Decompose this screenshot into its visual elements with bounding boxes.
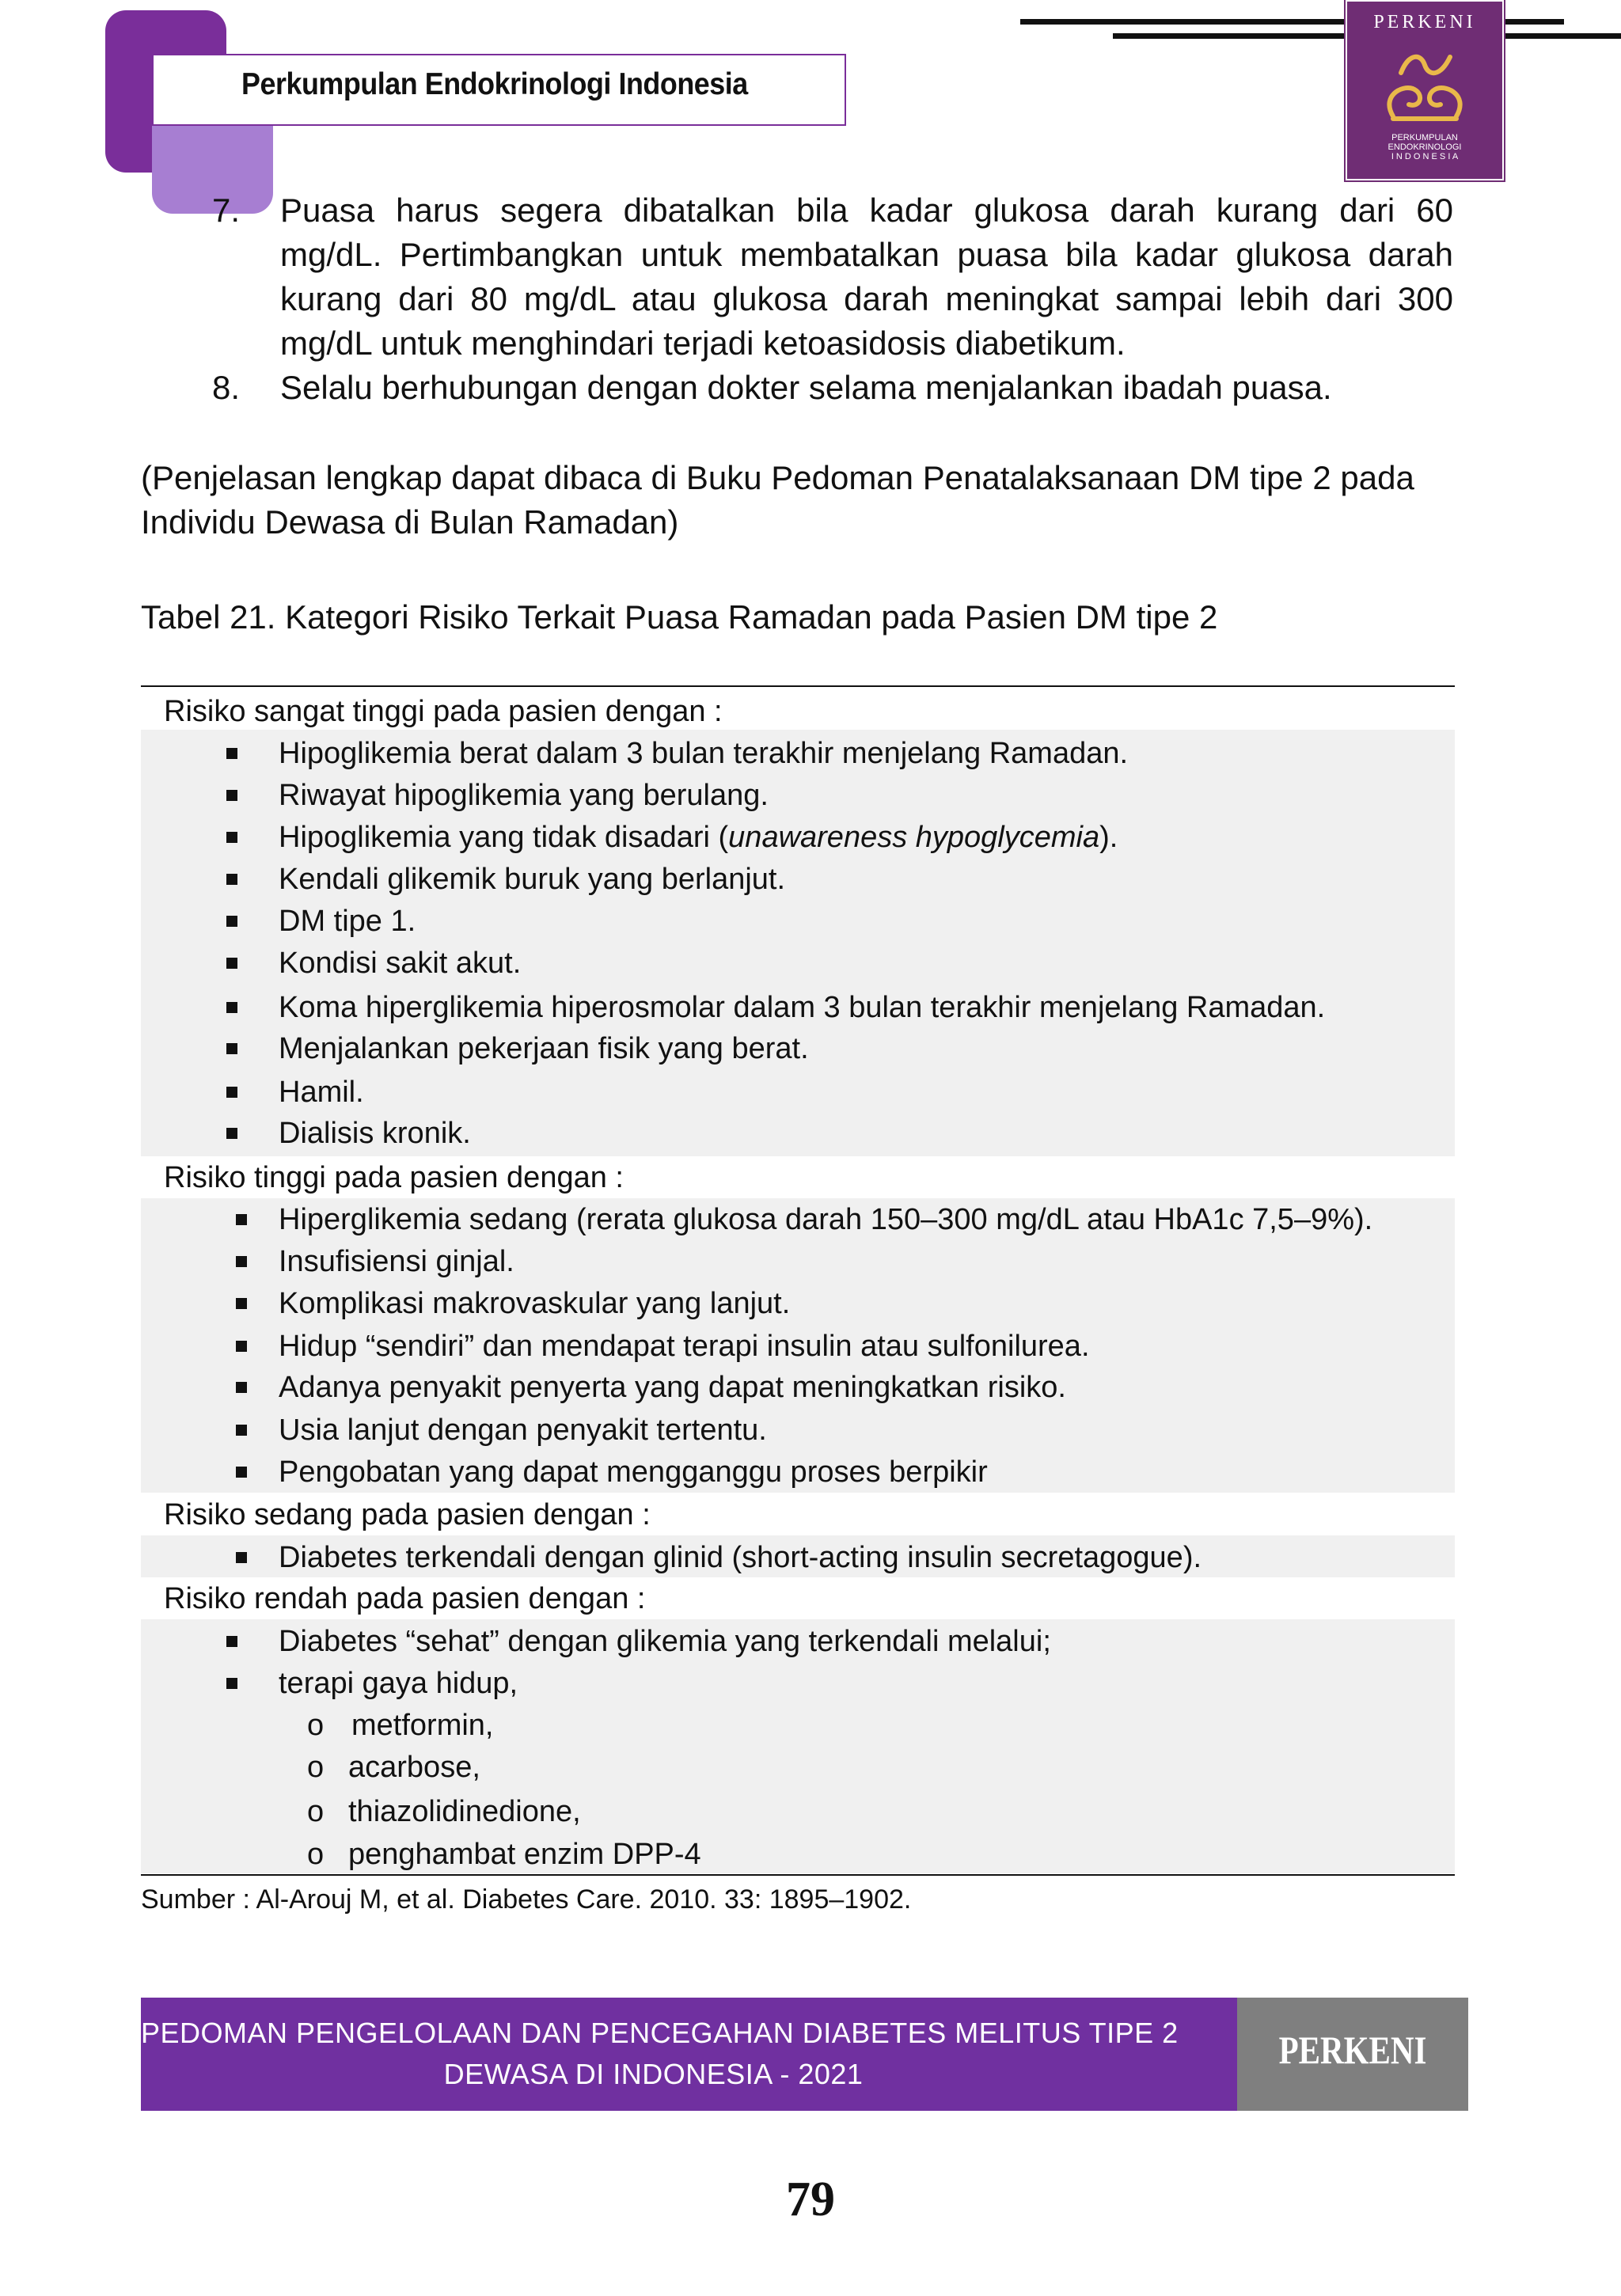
bullet-square: [226, 832, 237, 843]
logo-name: PERKENI: [1373, 12, 1476, 32]
item-7-line-3: kurang dari 80 mg/dL atau glukosa darah meningkat sampai lebih dari 300: [280, 280, 1453, 317]
bullet-square: [226, 1636, 237, 1647]
footer-title-line-2: DEWASA DI INDONESIA - 2021: [443, 2058, 864, 2090]
low-item: Diabetes “sehat” dengan glikemia yang terkendali melalui;: [279, 1625, 1051, 1658]
high-item: Insufisiensi ginjal.: [279, 1245, 514, 1278]
sub-bullet-marker: o: [307, 1838, 325, 1871]
logo-emblem-icon: [1377, 41, 1472, 128]
table-top-rule: [141, 685, 1455, 687]
bullet-square: [226, 1002, 237, 1013]
low-sub-item: metformin,: [351, 1709, 494, 1742]
high-item: Hiperglikemia sedang (rerata glukosa darah 150–300 mg/dL atau HbA1c 7,5–9%).: [279, 1203, 1373, 1236]
bullet-square: [226, 958, 237, 969]
bullet-square: [226, 1043, 237, 1054]
very-high-item: Menjalankan pekerjaan fisik yang berat.: [279, 1032, 809, 1065]
bullet-square: [236, 1214, 247, 1225]
high-item: Hidup “sendiri” dan mendapat terapi insulin atau sulfonilurea.: [279, 1330, 1090, 1363]
very-high-item-hypo-unaware: [279, 818, 1118, 857]
header-rule-right-top: [1504, 19, 1564, 25]
bullet-square: [236, 1298, 247, 1309]
perkeni-logo: [1346, 0, 1504, 180]
table-bottom-rule: [141, 1874, 1455, 1876]
item-7-line-1: Puasa harus segera dibatalkan bila kadar glukosa darah kurang dari 60: [280, 192, 1453, 229]
item-7-number: 7.: [212, 192, 241, 229]
bullet-square: [226, 748, 237, 759]
item-8-number: 8.: [212, 369, 241, 406]
footer-brand: PERKENI: [1278, 2028, 1427, 2072]
very-high-item: Dialisis kronik.: [279, 1117, 471, 1150]
item-8-line-1: Selalu berhubungan dengan dokter selama menjalankan ibadah puasa.: [280, 369, 1332, 406]
category-low-title: Risiko rendah pada pasien dengan :: [164, 1582, 646, 1615]
very-high-item: Kendali glikemik buruk yang berlanjut.: [279, 863, 786, 896]
sub-bullet-marker: o: [307, 1795, 325, 1828]
header-rule-right-bottom: [1504, 33, 1621, 39]
table-source: Sumber : Al-Arouj M, et al. Diabetes Care. 2010. 33: 1895–1902.: [141, 1884, 912, 1915]
sub-bullet-marker: o: [307, 1751, 325, 1784]
hypo-unaware-prefix: Hipoglikemia yang tidak disadari (: [279, 821, 729, 854]
high-item: Adanya penyakit penyerta yang dapat meningkatkan risiko.: [279, 1371, 1066, 1404]
page-number: 79: [786, 2173, 835, 2226]
moderate-item: Diabetes terkendali dengan glinid (short-acting insulin secretagogue).: [279, 1541, 1202, 1574]
bullet-square: [236, 1382, 247, 1393]
item-7-line-4: mg/dL untuk menghindari terjadi ketoasidosis diabetikum.: [280, 324, 1126, 362]
bullet-square: [226, 1087, 237, 1098]
hypo-unaware-suffix: ).: [1099, 821, 1118, 854]
sub-bullet-marker: o: [307, 1709, 325, 1742]
table-caption: Tabel 21. Kategori Risiko Terkait Puasa Ramadan pada Pasien DM tipe 2: [141, 598, 1218, 636]
bullet-square: [226, 874, 237, 885]
bullet-square: [226, 1128, 237, 1139]
logo-sub-2: ENDOKRINOLOGI: [1388, 142, 1462, 152]
very-high-item: Hamil.: [279, 1076, 364, 1109]
bullet-square: [226, 916, 237, 927]
high-item: Komplikasi makrovaskular yang lanjut.: [279, 1287, 791, 1320]
very-high-item: DM tipe 1.: [279, 905, 416, 938]
category-moderate-title: Risiko sedang pada pasien dengan :: [164, 1498, 651, 1531]
category-very-high-title: Risiko sangat tinggi pada pasien dengan :: [164, 695, 723, 728]
very-high-item: Hipoglikemia berat dalam 3 bulan terakhir menjelang Ramadan.: [279, 737, 1129, 770]
very-high-item: Kondisi sakit akut.: [279, 947, 522, 980]
hypo-unaware-italic: unawareness hypoglycemia: [728, 821, 1100, 854]
logo-sub-1: PERKUMPULAN: [1391, 133, 1458, 142]
logo-sub-3: I N D O N E S I A: [1391, 152, 1459, 161]
high-item: Pengobatan yang dapat mengganggu proses berpikir: [279, 1455, 988, 1489]
header-title: Perkumpulan Endokrinologi Indonesia: [241, 67, 748, 101]
bullet-square: [226, 1678, 237, 1689]
note-line-2: Individu Dewasa di Bulan Ramadan): [141, 503, 679, 541]
very-high-item: Riwayat hipoglikemia yang berulang.: [279, 779, 769, 812]
bullet-square: [236, 1467, 247, 1478]
very-high-item: Koma hiperglikemia hiperosmolar dalam 3 bulan terakhir menjelang Ramadan.: [279, 991, 1326, 1024]
footer-title-line-1: PEDOMAN PENGELOLAAN DAN PENCEGAHAN DIABETES MELITUS TIPE 2: [141, 2017, 1179, 2049]
low-sub-item: thiazolidinedione,: [348, 1795, 581, 1828]
bullet-square: [226, 790, 237, 801]
item-7-line-2: mg/dL. Pertimbangkan untuk membatalkan puasa bila kadar glukosa darah: [280, 236, 1453, 273]
header-rule-top: [1020, 19, 1346, 25]
high-item: Usia lanjut dengan penyakit tertentu.: [279, 1414, 767, 1447]
category-high-title: Risiko tinggi pada pasien dengan :: [164, 1161, 624, 1194]
low-sub-item: acarbose,: [348, 1751, 480, 1784]
bullet-square: [236, 1552, 247, 1563]
bullet-square: [236, 1425, 247, 1436]
low-sub-item: penghambat enzim DPP-4: [348, 1838, 701, 1871]
header-rule-bottom: [1113, 33, 1346, 39]
bullet-square: [236, 1256, 247, 1267]
note-line-1: (Penjelasan lengkap dapat dibaca di Buku Pedoman Penatalaksanaan DM tipe 2 pada: [141, 459, 1414, 496]
bullet-square: [236, 1341, 247, 1352]
low-item: terapi gaya hidup,: [279, 1667, 518, 1700]
